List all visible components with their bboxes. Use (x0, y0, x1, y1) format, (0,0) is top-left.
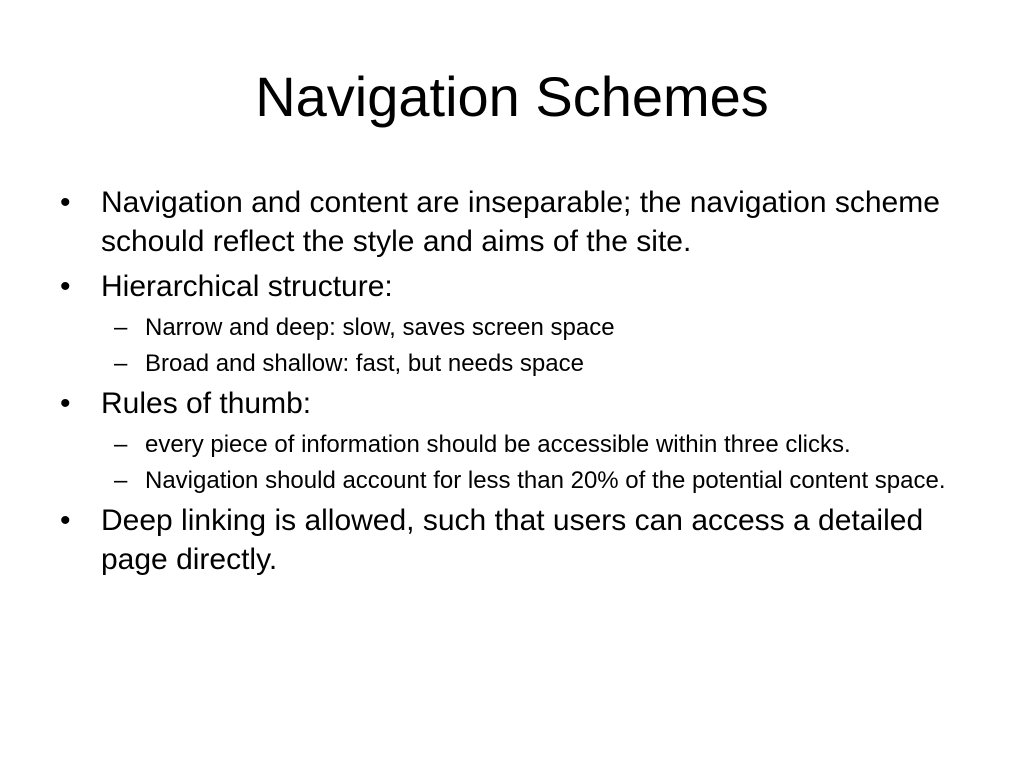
dash-marker: – (114, 314, 128, 341)
sub-bullet-text: Broad and shallow: fast, but needs space (145, 350, 584, 377)
bullet-text: Navigation and content are inseparable; the navigation scheme schould reflect the style and aims of the site. (101, 186, 940, 258)
sub-bullet-item (60, 465, 960, 497)
bullet-marker: • (60, 504, 71, 537)
bullet-item (60, 501, 960, 579)
sub-bullet-text: Navigation should account for less than 20% of the potential content space. (145, 467, 946, 494)
bullet-item (60, 183, 960, 261)
bullet-item (60, 384, 960, 423)
sub-bullet-item (60, 348, 960, 380)
bullet-list (60, 183, 960, 585)
dash-marker: – (114, 350, 128, 377)
sub-bullet-item (60, 429, 960, 461)
bullet-text: Deep linking is allowed, such that users can access a detailed page directly. (101, 504, 924, 576)
bullet-marker: • (60, 186, 71, 219)
sub-bullet-text: Narrow and deep: slow, saves screen space (145, 314, 615, 341)
sub-bullet-text: every piece of information should be accessible within three clicks. (145, 431, 851, 458)
bullet-item (60, 267, 960, 306)
bullet-marker: • (60, 387, 71, 420)
bullet-text: Rules of thumb: (101, 387, 312, 420)
slide-title: Navigation Schemes (255, 65, 769, 128)
bullet-text: Hierarchical structure: (101, 270, 393, 303)
dash-marker: – (114, 431, 128, 458)
bullet-marker: • (60, 270, 71, 303)
sub-bullet-item (60, 312, 960, 344)
dash-marker: – (114, 467, 128, 494)
